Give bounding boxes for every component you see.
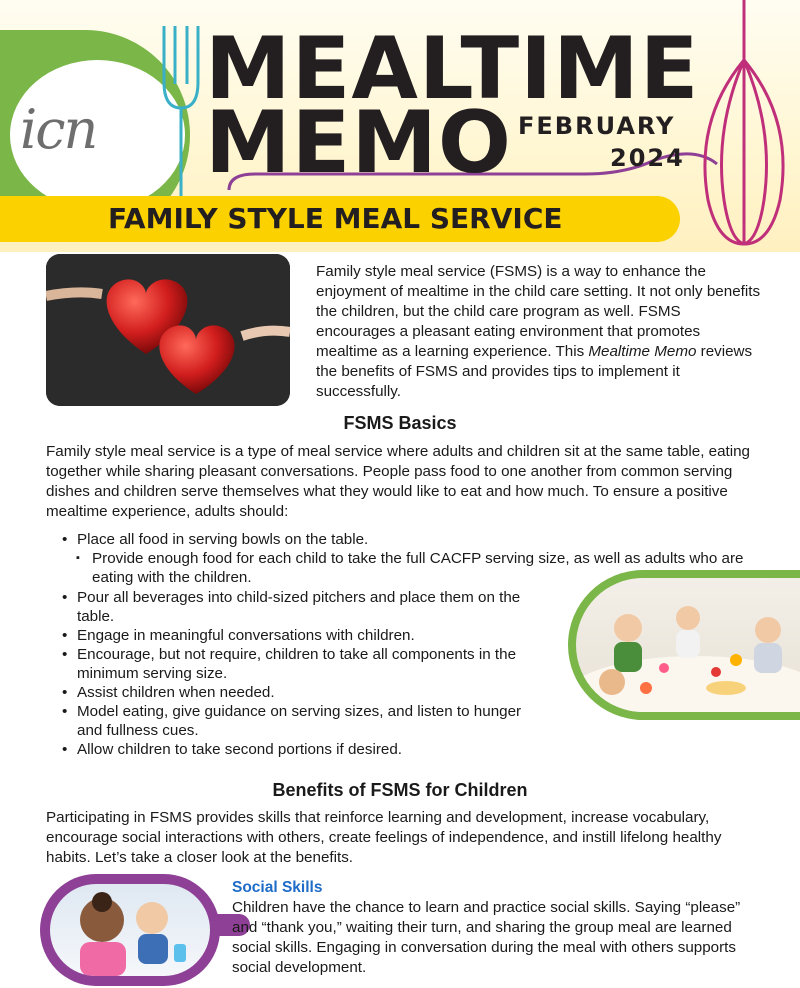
benefits-paragraph: Participating in FSMS provides skills that reinforce learning and development, increase vocabulary, encourage social interactions with others, create feelings of independence, and instill lifelong healthy habits. Let’s take a closer look at the benefits. — [46, 809, 722, 866]
heading-fsms-basics: FSMS Basics — [343, 413, 457, 433]
list-item: • Place all food in serving bowls on the table. — [62, 530, 752, 549]
list-item: • Encourage, but not require, children to take all components in the minimum serving size. — [62, 645, 542, 683]
social-skills-photo — [40, 874, 220, 986]
social-skills-paragraph: Children have the chance to learn and practice social skills. Saying “please” and “thank you,” waiting their turn, and sharing the group meal are learned social skills. Engaging in conversation during the meal with others supports social development. — [232, 899, 741, 976]
list-item: • Assist children when needed. — [62, 683, 542, 702]
issue-year: 2024 — [610, 144, 685, 172]
heart-balloons-photo — [46, 254, 290, 406]
heart-balloons-illustration — [46, 254, 290, 406]
basics-list — [62, 530, 752, 549]
basics-list-continued — [62, 588, 542, 759]
whisk-icon — [688, 0, 800, 252]
header — [0, 0, 800, 252]
list-item: • Pour all beverages into child-sized pitchers and place them on the table. — [62, 588, 542, 626]
children-eating-photo — [568, 570, 800, 720]
basics-paragraph: Family style meal service is a type of meal service where adults and children sit at the same table, eating together while sharing pleasant conversations. People pass food to one another from common serving dishes and children serve themselves what they would like to eat and how much. To ensure a positive mealtime experience, adults should: — [46, 443, 751, 520]
title-memo: MEMO — [205, 93, 513, 193]
banner-title: FAMILY STYLE MEAL SERVICE — [108, 202, 563, 235]
list-item: • Allow children to take second portions if desired. — [62, 740, 542, 759]
list-item: • Model eating, give guidance on serving sizes, and listen to hunger and fullness cues. — [62, 702, 542, 740]
heading-benefits: Benefits of FSMS for Children — [272, 780, 528, 800]
children-table-illustration — [576, 578, 800, 712]
title-mealtime: MEALTIME — [205, 19, 700, 119]
issue-month: FEBRUARY — [518, 112, 676, 140]
girl-eating-illustration — [50, 884, 210, 976]
heading-social-skills: Social Skills — [232, 879, 323, 896]
icn-logo: icn — [20, 98, 97, 161]
intro-paragraph: Family style meal service (FSMS) is a way to enhance the enjoyment of mealtime in the child care setting. It not only benefits the children, but the child care program as well. FSMS encourages a pleasant eating environment that promotes mealtime as a learning experience. This Mealtime Memo reviews the benefits of FSMS and provides tips to implement it successfully. — [316, 263, 761, 400]
list-item: • Engage in meaningful conversations with children. — [62, 626, 542, 645]
list-item: ▪ Provide enough food for each child to take the full CACFP serving size, as well as adults who are eating with the children. — [62, 549, 762, 587]
